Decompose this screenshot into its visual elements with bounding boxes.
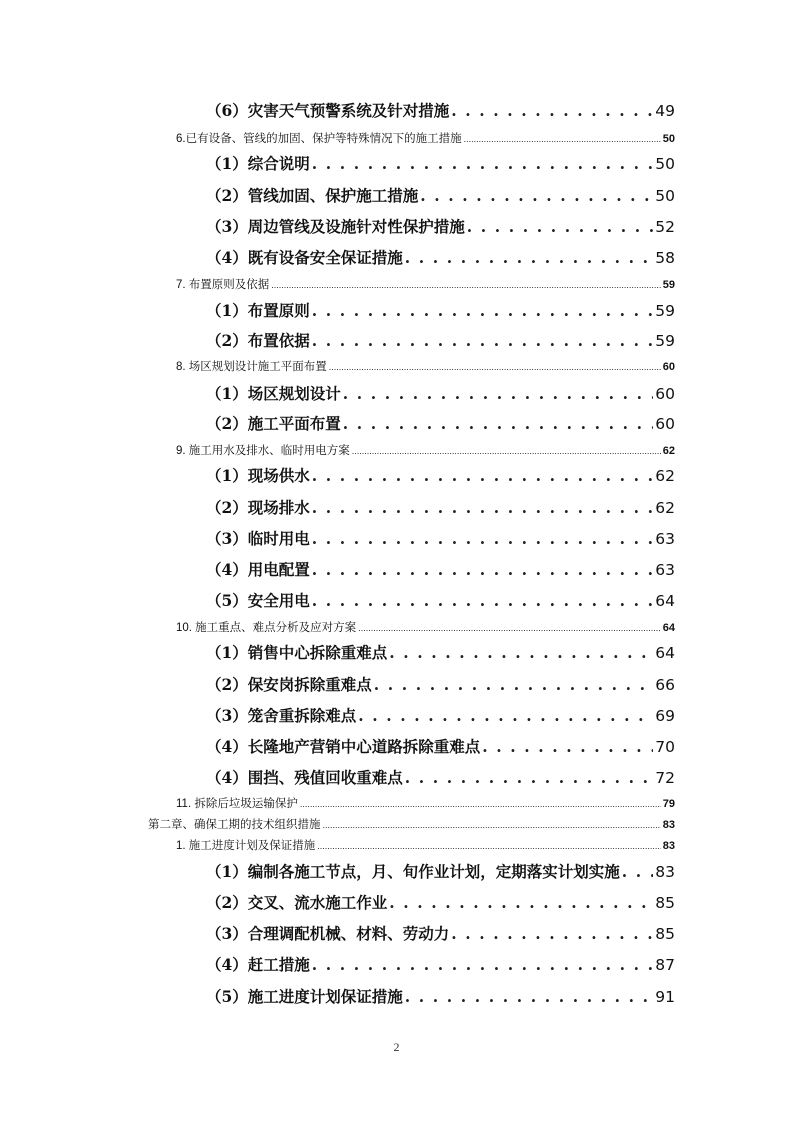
toc-entry-label: （2）管线加固、保护施工措施 (206, 186, 419, 205)
dot-leader (343, 414, 653, 433)
dot-leader (358, 706, 653, 725)
toc-entry-label: （2）保安岗拆除重难点 (206, 675, 372, 694)
toc-section-heading[interactable] (176, 442, 675, 458)
toc-entry[interactable] (206, 329, 675, 351)
toc-chapter-heading[interactable] (148, 816, 675, 832)
toc-entry-page: 59 (655, 332, 675, 350)
dot-leader (312, 301, 653, 320)
toc-entry-page: 58 (655, 249, 675, 267)
toc-entry[interactable] (206, 99, 675, 121)
toc-entry-page: 91 (655, 988, 675, 1006)
toc-entry-page: 62 (655, 499, 675, 517)
toc-entry-label: （1）场区规划设计 (206, 384, 341, 403)
dot-leader (420, 186, 653, 205)
toc-entry-label: 7. 布置原则及依据 (176, 279, 270, 291)
toc-entry[interactable] (206, 299, 675, 321)
toc-entry-page: 63 (655, 530, 675, 548)
dot-leader (352, 446, 661, 456)
toc-entry-label: 9. 施工用水及排水、临时用电方案 (176, 445, 350, 457)
dot-leader (323, 820, 661, 830)
toc-entry-page: 59 (655, 302, 675, 320)
dot-leader (451, 924, 653, 943)
dot-leader (312, 154, 653, 173)
dot-leader (374, 675, 653, 694)
dot-leader (405, 768, 653, 787)
toc-entry[interactable] (206, 766, 675, 788)
toc-entry-label: （1）现场供水 (206, 466, 310, 485)
dot-leader (312, 955, 653, 974)
toc-entry[interactable] (206, 891, 675, 913)
toc-entry[interactable] (206, 860, 675, 882)
toc-section-heading[interactable] (176, 276, 675, 292)
toc-entry-label: （3）合理调配机械、材料、劳动力 (206, 924, 450, 943)
dot-leader (482, 737, 653, 756)
toc-entry-page: 60 (655, 415, 675, 433)
toc-entry[interactable] (206, 464, 675, 486)
toc-entry[interactable] (206, 184, 675, 206)
dot-leader (312, 331, 653, 350)
toc-entry-label: （6）灾害天气预警系统及针对措施 (206, 101, 450, 120)
toc-entry-page: 60 (662, 361, 675, 373)
toc-entry-label: 1. 施工进度计划及保证措施 (176, 840, 316, 852)
dot-leader (312, 529, 653, 548)
dot-leader (312, 498, 653, 517)
toc-entry[interactable] (206, 246, 675, 268)
page-number: 2 (393, 1040, 400, 1054)
toc-section-heading[interactable] (176, 130, 675, 146)
toc-entry-label: （3）笼舍重拆除难点 (206, 706, 357, 725)
toc-entry[interactable] (206, 382, 675, 404)
toc-entry-page: 87 (655, 956, 675, 974)
toc-entry[interactable] (206, 922, 675, 944)
toc-entry-page: 50 (655, 187, 675, 205)
toc-entry-page: 52 (655, 218, 675, 236)
toc-entry-label: （1）布置原则 (206, 301, 310, 320)
dot-leader (405, 248, 653, 267)
toc-entry[interactable] (206, 412, 675, 434)
toc-entry-label: （2）现场排水 (206, 498, 310, 517)
toc-entry-label: （4）用电配置 (206, 560, 310, 579)
toc-entry-label: （5）施工进度计划保证措施 (206, 987, 403, 1006)
toc-entry-page: 62 (655, 467, 675, 485)
toc-entry[interactable] (206, 152, 675, 174)
toc-entry-label: （2）施工平面布置 (206, 414, 341, 433)
toc-entry-label: （4）长隆地产营销中心道路拆除重难点 (206, 737, 481, 756)
toc-entry-page: 83 (662, 840, 675, 852)
dot-leader (300, 799, 661, 809)
toc-entry-page: 59 (662, 279, 675, 291)
toc-entry-label: （1）编制各施工节点，月、旬作业计划，定期落实计划实施 (206, 862, 620, 881)
toc-entry-page: 64 (655, 644, 675, 662)
toc-entry-page: 83 (655, 863, 675, 881)
dot-leader (312, 466, 653, 485)
toc-entry-label: 6.已有设备、管线的加固、保护等特殊情况下的施工措施 (176, 133, 462, 145)
dot-leader (467, 217, 653, 236)
toc-entry-page: 72 (655, 769, 675, 787)
toc-entry-page: 70 (655, 738, 675, 756)
toc-entry[interactable] (206, 589, 675, 611)
toc-entry-label: 10. 施工重点、难点分析及应对方案 (176, 622, 357, 634)
toc-entry-page: 60 (655, 385, 675, 403)
toc-entry[interactable] (206, 496, 675, 518)
toc-entry-label: （4）既有设备安全保证措施 (206, 248, 403, 267)
dot-leader (312, 560, 653, 579)
toc-entry-page: 69 (655, 707, 675, 725)
dot-leader (622, 862, 653, 881)
toc-entry-page: 50 (662, 133, 675, 145)
toc-entry-label: 第二章、确保工期的技术组织措施 (148, 819, 321, 831)
toc-entry-label: （4）赶工措施 (206, 955, 310, 974)
toc-entry-label: （5）安全用电 (206, 591, 310, 610)
toc-entry-label: （2）布置依据 (206, 331, 310, 350)
toc-entry[interactable] (206, 953, 675, 975)
toc-section-heading[interactable] (176, 619, 675, 635)
toc-entry-page: 63 (655, 561, 675, 579)
toc-entry[interactable] (206, 641, 675, 663)
toc-entry-page: 62 (662, 445, 675, 457)
dot-leader (271, 280, 660, 290)
toc-entry-page: 85 (655, 925, 675, 943)
dot-leader (389, 893, 653, 912)
dot-leader (312, 591, 653, 610)
dot-leader (464, 134, 661, 144)
dot-leader (329, 362, 661, 372)
toc-entry-label: 11. 拆除后垃圾运输保护 (176, 798, 298, 810)
dot-leader (317, 841, 660, 851)
toc-entry-page: 66 (655, 676, 675, 694)
toc-entry[interactable] (206, 215, 675, 237)
toc-entry-label: （2）交叉、流水施工作业 (206, 893, 388, 912)
toc-entry[interactable] (206, 673, 675, 695)
toc-entry[interactable] (206, 985, 675, 1007)
toc-entry-label: （3）临时用电 (206, 529, 310, 548)
toc-entry[interactable] (206, 558, 675, 580)
toc-entry-label: （1）综合说明 (206, 154, 310, 173)
toc-entry-label: （4）围挡、残值回收重难点 (206, 768, 403, 787)
dot-leader (451, 101, 653, 120)
toc-entry-page: 64 (655, 592, 675, 610)
toc-entry-page: 83 (662, 819, 675, 831)
toc-entry[interactable] (206, 704, 675, 726)
toc-entry-page: 85 (655, 894, 675, 912)
toc-entry-page: 49 (655, 102, 675, 120)
toc-section-heading[interactable] (176, 358, 675, 374)
toc-entry-page: 50 (655, 155, 675, 173)
dot-leader (343, 384, 653, 403)
dot-leader (405, 987, 653, 1006)
toc-entry[interactable] (206, 735, 675, 757)
toc-section-heading[interactable] (176, 795, 675, 811)
toc-entry-page: 64 (662, 622, 675, 634)
toc-entry-label: （3）周边管线及设施针对性保护措施 (206, 217, 465, 236)
toc-section-heading[interactable] (176, 837, 675, 853)
toc-entry-page: 79 (662, 798, 675, 810)
dot-leader (389, 643, 653, 662)
dot-leader (358, 623, 661, 633)
toc-entry[interactable] (206, 527, 675, 549)
toc-entry-label: 8. 场区规划设计施工平面布置 (176, 361, 327, 373)
toc-entry-label: （1）销售中心拆除重难点 (206, 643, 388, 662)
